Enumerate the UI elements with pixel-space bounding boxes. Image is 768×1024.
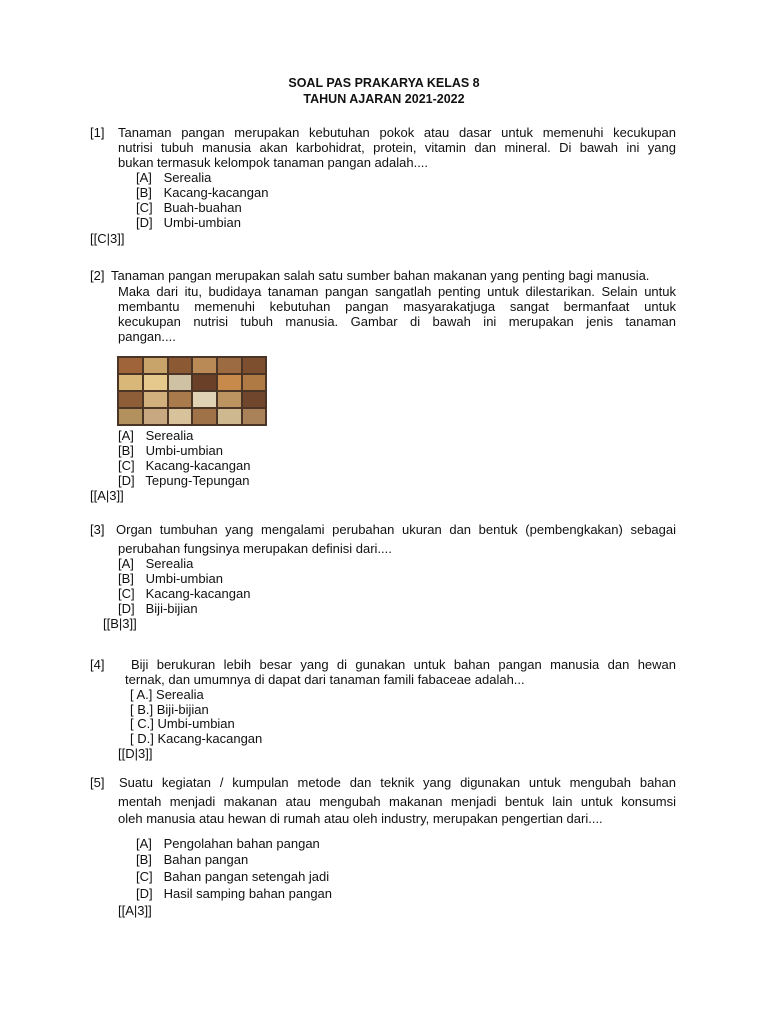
question-3-answer-key: [[B|3]] <box>103 616 137 631</box>
option-label: [A] <box>136 170 152 185</box>
question-1-number: [1] <box>90 125 105 140</box>
option-label: [B] <box>136 852 152 867</box>
exam-title: SOAL PAS PRAKARYA KELAS 8 <box>288 76 480 90</box>
question-3-option-b[interactable] <box>118 571 223 586</box>
option-label: [C] <box>136 869 153 884</box>
option-label: [C] <box>136 200 153 215</box>
question-4-answer-key: [[D|3]] <box>118 746 153 761</box>
option-label: [B] <box>136 185 152 200</box>
option-label: [ C.] <box>130 716 154 731</box>
option-text: Umbi-umbian <box>145 443 223 458</box>
question-2-option-a[interactable] <box>118 428 193 443</box>
option-text: Hasil samping bahan pangan <box>163 886 333 901</box>
question-4-option-a[interactable] <box>130 687 204 702</box>
option-label: [A] <box>136 836 152 851</box>
question-5-answer-key: [[A|3]] <box>118 903 152 918</box>
option-text: Tepung-Tepungan <box>145 473 250 488</box>
option-text: Serealia <box>163 170 212 185</box>
exam-year: TAHUN AJARAN 2021-2022 <box>303 92 465 106</box>
question-3-option-a[interactable] <box>118 556 193 571</box>
option-text: Umbi-umbian <box>145 571 223 586</box>
question-1-answer-key: [[C|3]] <box>90 231 125 246</box>
question-5-number: [5] <box>90 775 105 790</box>
option-text: Biji-bijian <box>156 702 209 717</box>
option-label: [D] <box>118 473 135 488</box>
question-3-line-1: Organ tumbuhan yang mengalami perubahan ukuran dan bentuk (pembengkakan) sebagai <box>116 522 676 537</box>
option-text: Serealia <box>145 556 194 571</box>
question-5-line-2: mentah menjadi makanan atau mengubah makanan menjadi bentuk lain untuk konsumsi <box>118 794 676 809</box>
option-label: [ D.] <box>130 731 154 746</box>
option-text: Umbi-umbian <box>163 215 241 230</box>
question-2-line-4: kecukupan nutrisi tubuh manusia. Gambar di bawah ini merupakan jenis tanaman <box>118 314 676 329</box>
option-text: Kacang-kacangan <box>157 731 263 746</box>
question-2-number: [2] <box>90 268 105 283</box>
question-3-number: [3] <box>90 522 105 537</box>
option-label: [D] <box>136 886 153 901</box>
option-label: [D] <box>136 215 153 230</box>
question-2-option-c[interactable] <box>118 458 250 473</box>
question-2-line-2: Maka dari itu, budidaya tanaman pangan sangatlah penting untuk dilestarikan. Selain untuk <box>118 284 676 299</box>
option-label: [C] <box>118 458 135 473</box>
option-label: [C] <box>118 586 135 601</box>
question-1-option-d[interactable] <box>136 215 241 230</box>
question-2-line-3: membantu memenuhi kebutuhan pangan masyarakatjuga sangat bermanfaat untuk <box>118 299 676 314</box>
question-1-line-1: Tanaman pangan merupakan kebutuhan pokok atau dasar untuk memenuhi kecukupan <box>118 125 676 140</box>
question-4-option-d[interactable] <box>130 731 262 746</box>
option-text: Bahan pangan <box>163 852 249 867</box>
question-1-line-3: bukan termasuk kelompok tanaman pangan adalah.... <box>118 155 429 170</box>
option-label: [D] <box>118 601 135 616</box>
question-1-option-a[interactable] <box>136 170 211 185</box>
option-text: Pengolahan bahan pangan <box>163 836 320 851</box>
option-text: Umbi-umbian <box>157 716 235 731</box>
option-text: Kacang-kacangan <box>145 586 251 601</box>
option-text: Buah-buahan <box>163 200 242 215</box>
option-label: [A] <box>118 556 134 571</box>
question-3-line-2: perubahan fungsinya merupakan definisi dari.... <box>118 541 392 556</box>
question-5-option-d[interactable] <box>136 886 332 901</box>
question-2-option-d[interactable] <box>118 473 249 488</box>
option-label: [A] <box>118 428 134 443</box>
question-4-option-b[interactable] <box>130 702 209 717</box>
option-text: Kacang-kacangan <box>145 458 251 473</box>
option-text: Serealia <box>156 687 204 702</box>
question-5-option-b[interactable] <box>136 852 248 867</box>
question-2-line-1: Tanaman pangan merupakan salah satu sumber bahan makanan yang penting bagi manusia. <box>111 268 650 283</box>
option-label: [B] <box>118 571 134 586</box>
question-5-line-1: Suatu kegiatan / kumpulan metode dan teknik yang digunakan untuk mengubah bahan <box>119 775 676 790</box>
question-2-option-b[interactable] <box>118 443 223 458</box>
question-1-option-c[interactable] <box>136 200 242 215</box>
question-3-option-c[interactable] <box>118 586 250 601</box>
option-text: Biji-bijian <box>145 601 198 616</box>
option-text: Kacang-kacangan <box>163 185 269 200</box>
question-1-option-b[interactable] <box>136 185 268 200</box>
option-text: Bahan pangan setengah jadi <box>163 869 330 884</box>
option-label: [B] <box>118 443 134 458</box>
question-2-answer-key: [[A|3]] <box>90 488 124 503</box>
question-4-line-1: Biji berukuran lebih besar yang di gunakan untuk bahan pangan manusia dan hewan <box>131 657 676 672</box>
question-3-option-d[interactable] <box>118 601 198 616</box>
question-2-line-5: pangan.... <box>118 329 176 344</box>
question-5-option-c[interactable] <box>136 869 329 884</box>
question-4-number: [4] <box>90 657 105 672</box>
option-text: Serealia <box>145 428 194 443</box>
option-label: [ B.] <box>130 702 154 717</box>
question-5-line-3: oleh manusia atau hewan di rumah atau oleh industry, merupakan pengertian dari.... <box>118 811 603 826</box>
question-4-line-2: ternak, dan umumnya di dapat dari tanaman famili fabaceae adalah... <box>125 672 525 687</box>
question-1-line-2: nutrisi tubuh manusia akan karbohidrat, protein, vitamin dan mineral. Di bawah ini yang <box>118 140 676 155</box>
option-label: [ A.] <box>130 687 153 702</box>
question-5-option-a[interactable] <box>136 836 320 851</box>
grain-varieties-image <box>117 356 267 426</box>
question-4-option-c[interactable] <box>130 716 235 731</box>
